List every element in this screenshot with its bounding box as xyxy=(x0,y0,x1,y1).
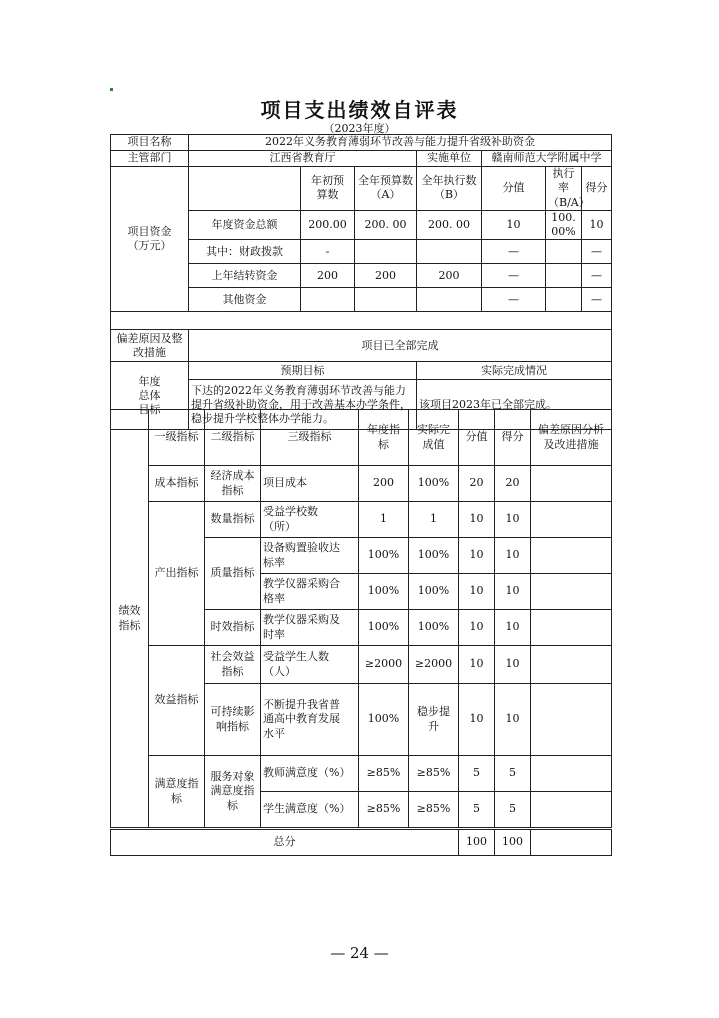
timeliness-value: 10 xyxy=(459,610,495,646)
quality-score: 10 xyxy=(495,538,531,574)
funds-row-name: 上年结转资金 xyxy=(189,264,301,288)
funds-row-score: — xyxy=(582,264,612,288)
spacer-row xyxy=(111,312,612,330)
quantity-level3: 受益学校数 （所） xyxy=(261,502,359,538)
output-level1: 产出指标 xyxy=(149,502,205,646)
satisfaction-score: 5 xyxy=(495,756,531,792)
quality-target: 100% xyxy=(359,574,409,610)
social-level2: 社会效益 指标 xyxy=(205,646,261,684)
timeliness-reason xyxy=(531,610,612,646)
funds-header-initial: 年初预 算数 xyxy=(301,167,355,211)
funds-row-score: — xyxy=(582,240,612,264)
funds-row-name: 其中：财政拨款 xyxy=(189,240,301,264)
social-target: ≥2000 xyxy=(359,646,409,684)
quality-score: 10 xyxy=(495,574,531,610)
perf-header-actual: 实际完 成值 xyxy=(409,410,459,466)
quantity-actual: 1 xyxy=(409,502,459,538)
total-score: 100 xyxy=(495,830,531,856)
table-row xyxy=(111,502,612,538)
perf-header-level3: 三级指标 xyxy=(261,410,359,466)
funds-row-rate: 100. 00% xyxy=(546,210,582,240)
funds-header-value: 分值 xyxy=(482,167,546,211)
funds-row-annual xyxy=(355,240,417,264)
satisfaction-level1: 满意度指 标 xyxy=(149,756,205,828)
total-value: 100 xyxy=(459,830,495,856)
timeliness-actual: 100% xyxy=(409,610,459,646)
satisfaction-target: ≥85% xyxy=(359,756,409,792)
timeliness-level3: 教学仪器采购及 时率 xyxy=(261,610,359,646)
funds-row-value: — xyxy=(482,264,546,288)
satisfaction-actual: ≥85% xyxy=(409,792,459,828)
social-value: 10 xyxy=(459,646,495,684)
satisfaction-reason xyxy=(531,792,612,828)
sustain-reason xyxy=(531,684,612,756)
perf-header-score: 得分 xyxy=(495,410,531,466)
cost-level2: 经济成本 指标 xyxy=(205,466,261,502)
funds-row-rate xyxy=(546,264,582,288)
page-title: 项目支出绩效自评表 xyxy=(260,98,459,122)
perf-header-level2: 二级指标 xyxy=(205,410,261,466)
quality-actual: 100% xyxy=(409,574,459,610)
funds-header-blank xyxy=(189,167,301,211)
quality-level2: 质量指标 xyxy=(205,538,261,610)
total-reason xyxy=(531,830,612,856)
sustain-actual: 稳步提 升 xyxy=(409,684,459,756)
cost-target: 200 xyxy=(359,466,409,502)
quality-actual: 100% xyxy=(409,538,459,574)
satisfaction-value: 5 xyxy=(459,792,495,828)
funds-header-executed: 全年执行数 （B） xyxy=(417,167,482,211)
goals-actual: 该项目2023年已全部完成。 xyxy=(417,380,612,430)
goals-expected-label: 预期目标 xyxy=(189,362,417,380)
timeliness-score: 10 xyxy=(495,610,531,646)
dept: 江西省教育厅 xyxy=(189,151,417,167)
satisfaction-actual: ≥85% xyxy=(409,756,459,792)
cost-actual: 100% xyxy=(409,466,459,502)
perf-table xyxy=(110,409,612,828)
social-reason xyxy=(531,646,612,684)
funds-row-rate xyxy=(546,288,582,312)
satisfaction-value: 5 xyxy=(459,756,495,792)
funds-header-score: 得分 xyxy=(582,167,612,211)
sustain-value: 10 xyxy=(459,684,495,756)
satisfaction-reason xyxy=(531,756,612,792)
social-level3: 受益学生人数 （人） xyxy=(261,646,359,684)
satisfaction-target: ≥85% xyxy=(359,792,409,828)
info-table xyxy=(110,134,612,430)
deviation-label: 偏差原因及整 改措施 xyxy=(111,330,189,362)
perf-label: 绩效 指标 xyxy=(111,410,149,828)
funds-row-value: — xyxy=(482,288,546,312)
quantity-score: 10 xyxy=(495,502,531,538)
goals-actual-label: 实际完成情况 xyxy=(417,362,612,380)
page-subtitle: （2023年度） xyxy=(323,122,396,135)
sustain-level3: 不断提升我省普 通高中教育发展 水平 xyxy=(261,684,359,756)
dept-label: 主管部门 xyxy=(111,151,189,167)
sustain-score: 10 xyxy=(495,684,531,756)
perf-header-value: 分值 xyxy=(459,410,495,466)
perf-header-level1: 一级指标 xyxy=(149,410,205,466)
cost-level1: 成本指标 xyxy=(149,466,205,502)
cost-score: 20 xyxy=(495,466,531,502)
social-actual: ≥2000 xyxy=(409,646,459,684)
impl-label: 实施单位 xyxy=(417,151,482,167)
funds-header-rate: 执行率 （B/A） xyxy=(546,167,582,211)
funds-row-executed: 200 xyxy=(417,264,482,288)
goals-label: 年度 总体 目标 xyxy=(111,362,189,430)
page-number: — 24 — xyxy=(330,944,389,962)
satisfaction-level3: 学生满意度（%） xyxy=(261,792,359,828)
quantity-value: 10 xyxy=(459,502,495,538)
cost-value: 20 xyxy=(459,466,495,502)
funds-row-name: 其他资金 xyxy=(189,288,301,312)
funds-row-name: 年度资金总额 xyxy=(189,210,301,240)
perf-header-reason: 偏差原因分析 及改进措施 xyxy=(531,410,612,466)
funds-row-executed xyxy=(417,288,482,312)
funds-row-score: — xyxy=(582,288,612,312)
quality-reason xyxy=(531,538,612,574)
quality-level3: 教学仪器采购合 格率 xyxy=(261,574,359,610)
funds-row-annual xyxy=(355,288,417,312)
satisfaction-level3: 教师满意度（%） xyxy=(261,756,359,792)
funds-row-initial: 200.00 xyxy=(301,210,355,240)
quantity-level2: 数量指标 xyxy=(205,502,261,538)
funds-label: 项目资金 （万元） xyxy=(111,167,189,312)
funds-row-executed xyxy=(417,240,482,264)
cost-level3: 项目成本 xyxy=(261,466,359,502)
quality-level3: 设备购置验收达 标率 xyxy=(261,538,359,574)
social-score: 10 xyxy=(495,646,531,684)
funds-row-annual: 200. 00 xyxy=(355,210,417,240)
goals-expected: 下达的2022年义务教育薄弱环节改善与能力提升省级补助资金，用于改善基本办学条件，稳步提升学校整体办学能力。 xyxy=(189,380,417,430)
funds-row-value: 10 xyxy=(482,210,546,240)
funds-row-annual: 200 xyxy=(355,264,417,288)
quantity-target: 1 xyxy=(359,502,409,538)
project-name-label: 项目名称 xyxy=(111,135,189,151)
timeliness-level2: 时效指标 xyxy=(205,610,261,646)
table-row xyxy=(111,466,612,502)
satisfaction-score: 5 xyxy=(495,792,531,828)
funds-row-value: — xyxy=(482,240,546,264)
funds-row-initial xyxy=(301,288,355,312)
perf-header-target: 年度指 标 xyxy=(359,410,409,466)
benefit-level1: 效益指标 xyxy=(149,646,205,756)
funds-row-score: 10 xyxy=(582,210,612,240)
cost-reason xyxy=(531,466,612,502)
quantity-reason xyxy=(531,502,612,538)
timeliness-target: 100% xyxy=(359,610,409,646)
table-row xyxy=(111,756,612,792)
funds-row-initial: 200 xyxy=(301,264,355,288)
funds-header-annual: 全年预算数 （A） xyxy=(355,167,417,211)
deviation-content: 项目已全部完成 xyxy=(189,330,612,362)
satisfaction-level2: 服务对象 满意度指 标 xyxy=(205,756,261,828)
sustain-target: 100% xyxy=(359,684,409,756)
quality-reason xyxy=(531,574,612,610)
table-row xyxy=(111,646,612,684)
impl: 赣南师范大学附属中学 xyxy=(482,151,612,167)
funds-row-executed: 200. 00 xyxy=(417,210,482,240)
total-label: 总分 xyxy=(111,830,459,856)
funds-row-initial: - xyxy=(301,240,355,264)
funds-row-rate xyxy=(546,240,582,264)
sustain-level2: 可持续影 响指标 xyxy=(205,684,261,756)
quality-target: 100% xyxy=(359,538,409,574)
quality-value: 10 xyxy=(459,538,495,574)
scan-mark xyxy=(110,88,113,91)
total-table xyxy=(110,829,612,856)
quality-value: 10 xyxy=(459,574,495,610)
project-name: 2022年义务教育薄弱环节改善与能力提升省级补助资金 xyxy=(189,135,612,151)
